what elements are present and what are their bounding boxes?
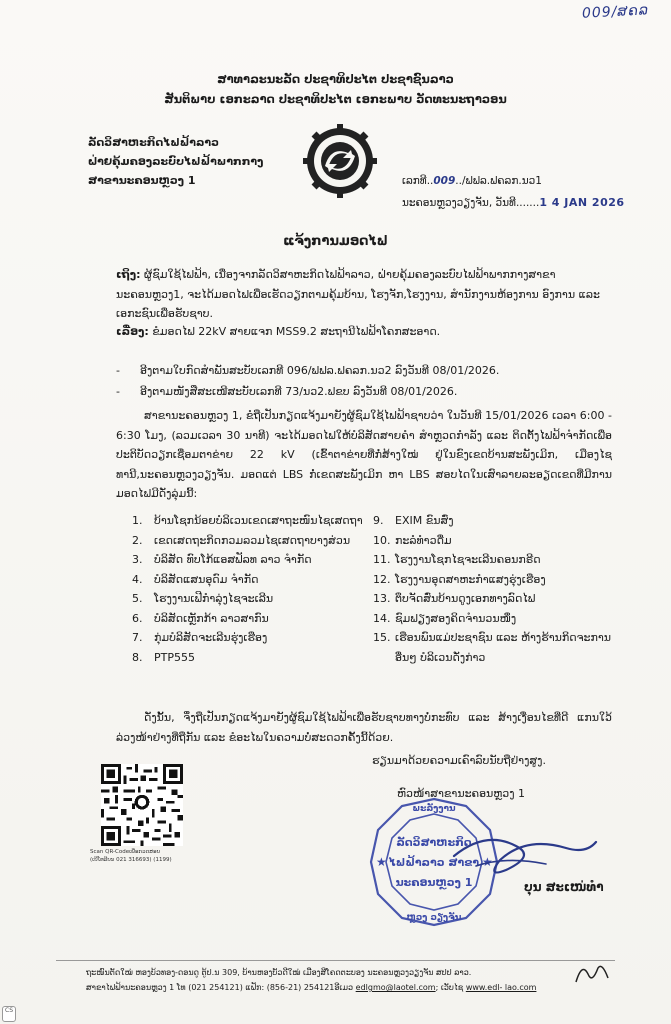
signature-icon (446, 826, 606, 886)
stamp-line3: ນະຄອນຫຼວງ 1 (395, 876, 473, 889)
stamp-top-arc: ພະລັງງານ (412, 804, 456, 814)
footer-divider (56, 960, 615, 961)
number-suffix: /ຟຟລ.ຟຄລກ.ນວ1 (461, 175, 542, 187)
list-item: 14. ຊົມຟຽງສອງຄິດຈຳນວນໜຶ່ງ (373, 611, 517, 625)
org-line3: ສາຂານະຄອນຫຼວງ 1 (88, 174, 196, 187)
list-item: 4. ບໍລິສັດແສນອຸດົມ ຈຳກັດ (132, 572, 259, 586)
stamp-line1: ລັດວິສາຫະກິດ (396, 836, 472, 849)
document-title: ແຈ້ງການມອດໄຟ (283, 234, 388, 249)
footer-address: ຖະໜົນຕັດໃໝ່ ຫອງບ້ວທອງ-ດອນດູ ຕູ້ປ.ນ 309, ບ້ານຫອງບັວດີໃໝ່ ເມືອງສີໂຄດຕະບອງ ນະຄອນຫຼວງວຽງຈັນ ສປປ ລາວ. (86, 968, 472, 977)
organization-block (88, 133, 263, 190)
list-item: 7. ກຸ່ມບໍລິສັດຈະເລີນຮຸ່ງເຮືອງ (132, 631, 268, 644)
affected-areas-right (373, 511, 623, 667)
footer-initials-icon (572, 960, 612, 988)
subject-section (116, 322, 606, 342)
to-text: ຜູ້ຊົມໃຊ້ໄຟຟ້າ, ເນື່ອງຈາກລັດວິສາຫະກິດໄຟຟ້າລາວ, ຝ່າຍຄຸ້ມຄອງລະບົບໄຟຟ້າພາກກາງສາຂານະຄອນຫຼວງ1, ຈະໄດ້ມອດໄຟເພື່ອເຮັດວຽກຕາມຄຸ້ມບ້ານ, ໂຮງຈັກ,ໂຮງງານ, ສຳນັກງານຫ້ອງການ ອົງການ ແລະ ເອກະຊົນເພື່ອຮັບຊາບ. (116, 268, 600, 320)
handwritten-reference: 009/ສຄລ (581, 2, 650, 22)
footer-website-label: ; ເວັບໄຊ (435, 983, 464, 992)
list-item: 3. ບໍລິສັດ ທົບໂກ້ແອສຟັລທ ລາວ ຈຳກັດ (132, 553, 312, 566)
list-item: 12. ໂຮງງານອຸດສາຫະກຳແສງຮຸ່ງເຮືອງ (373, 572, 546, 586)
subject-text: ຂໍມອດໄຟ 22kV ສາຍແຈກ MSS9.2 ສະຖານີໄຟຟ້າໂຄກສະອາດ. (152, 325, 441, 338)
list-item: 13. ຕຶບຈັດສົ່ນບ້ານດູງເອກທາງລົດໄຟ (373, 592, 536, 605)
national-header-line1: ສາທາລະນະລັດ ປະຊາທິປະໄຕ ປະຊາຊົນລາວ (217, 72, 454, 86)
stamp-line2: ໄຟຟ້າລາວ ສາຂາ (388, 856, 480, 869)
signer-name: ບຸນ ສະເໜ່ທຳ (524, 880, 604, 894)
place-prefix: ນະຄອນຫຼວງວຽງຈັນ, ວັນທີ (402, 197, 516, 209)
addressee-section (116, 265, 606, 324)
signer-title: ຫົວໜ້າສາຂານະຄອນຫຼວງ 1 (397, 787, 526, 800)
footer-email-link[interactable]: edlgmo@laotel.com (355, 983, 436, 992)
list-item: 6. ບໍລິສັດເຫຼັກກ້າ ລາວສາກົນ (132, 611, 269, 625)
subject-label: ເລື່ອງ: (116, 325, 149, 338)
references-list (116, 360, 616, 402)
org-line2: ຝ່າຍຄຸ້ມຄອງລະບົບໄຟຟ້າພາກກາງ (88, 155, 264, 168)
reference-item: - ອີງຕາມໃບກົດສຳພັນສະບັບເລກທີ 096/ຟຟລ.ຟຄລກ.ນວ2 ລົງວັນທີ 08/01/2026. (116, 360, 616, 381)
list-item: 2. ເຂດເສດຖະກິດກວມລວມໄຊເສດຖາບາງສ່ວນ (132, 533, 351, 547)
place-date: ນະຄອນຫຼວງວຽງຈັນ, ວັນທີ.......1 4 JAN 2026 (402, 196, 625, 209)
qr-caption-line1: Scan QR-Codeເພື່ອກວດສອບ (90, 849, 161, 855)
list-item: 11. ໂຮງງານໂຊກໄຊຈະເລີນຄອນກຣີດ (373, 553, 541, 566)
number-handwritten: 009 (433, 175, 456, 187)
footer-contact (86, 981, 596, 995)
svg-text:★: ★ (376, 855, 387, 869)
reference-item: - ອີງຕາມໜັງສືສະເໜີສະບັບເລກທີ 73/ນວ2.ຟຂບ ລົງວັນທີ 08/01/2026. (116, 381, 616, 402)
stamp-bottom-arc: ຫຼວງ ວຽງຈັນ (406, 913, 462, 923)
svg-text:★: ★ (482, 855, 493, 869)
reference-block (402, 170, 625, 214)
qr-caption (90, 848, 210, 864)
body-paragraph: ສາຂານະຄອນຫຼວງ 1, ຂໍຖືເປັນກຽດແຈ້ງມາຍັງຜູ້ຊົມໃຊ້ໄຟຟ້າຊາບວ່າ ໃນວັນທີ 15/01/2026 ເວລາ 6:00 - 6:30 ໂມງ, (ລວມເວລາ 30 ນາທີ) ຈະໄດ້ມອດໄຟໃຫ້ບໍລິສັດສາຍຄຳ ສຳຫຼວດກຳລັງ ແລະ ຕິດຕັ້ງໄຟຟ້າຈຳກັດເພື່ອປະຕິບັດວຽກເຊື່ອມຕາຂ່າຍ 22 kV (ເຂົ້າຕາຂ່າຍທີ່ກໍ່ສ້າງໃໝ່ ຢູ່ໃນຂົງເຂດບ້ານສະພັງເມິກ, ເມືອງໄຊທານີ,ນະຄອນຫຼວງວຽງຈັນ. ມອດແຕ່ LBS ກໍ່ເຂດສະພັງເມິກ ຫາ LBS ສອບໄດໃນເສົາລາຍລະອຽດເຂດທີ່ມີການມອດໄຟມີດັ່ງລຸ່ມນີ້: (116, 409, 612, 500)
qr-code-icon[interactable] (101, 764, 183, 846)
to-label: ເຖິງ: (116, 268, 141, 281)
footer-phone: ສາຂາໄຟຟ້ານະຄອນຫຼວງ 1 ໂທ (021 254121) ແຟັກ: (856-21) 254121ອີເມວ (86, 983, 354, 992)
list-item: 5. ໂຮງງານເຟີກຳລຸ່ງໄຊຈະເລີນ (132, 592, 274, 605)
list-item: 9. EXIM ຂົນສົ່ງ (373, 514, 454, 527)
regards-line: ຮຽນມາດ້ວຍຄວາມເຄົາລົບນັບຖືຢ່າງສູງ. (372, 754, 546, 767)
scanner-badge-icon: CS (2, 1006, 16, 1022)
list-item: 8. PTP555 (132, 650, 195, 664)
footer-website-link[interactable]: www.edl- lao.com (465, 983, 537, 992)
affected-areas-left (132, 511, 392, 667)
document-number: ເລກທີ..009../ຟຟລ.ຟຄລກ.ນວ1 (402, 175, 542, 187)
national-header-line2: ສັນຕິພາບ ເອກະລາດ ປະຊາທິປະໄຕ ເອກະພາບ ວັດທະນະຖາວອນ (164, 92, 507, 106)
list-item: 10. ກະລໍທຳວດື່ມ (373, 533, 452, 547)
date-stamp: 1 4 JAN 2026 (539, 196, 625, 209)
list-item: 1. ບ້ານໂຊກນ້ອຍບໍລິເວນເຂດເສາຖະໜົນໄຊເສດຖາ (132, 514, 363, 527)
list-item: 15. ເຮືອນພົນແມ່ປະຊາຊົນ ແລະ ຫ້າງຮ້ານກິດຈະການອື່ນໆ ບໍລິເວນດັ່ງກ່າວ (373, 631, 612, 664)
edl-logo-icon (303, 124, 377, 198)
org-line1: ລັດວິສາຫະກິດໄຟຟ້າລາວ (88, 136, 219, 149)
closing-paragraph: ດັ່ງນັ້ນ, ຈຶ່ງຖືເປັນກຽດແຈ້ງມາຍັງຜູ້ຊົມໃຊ້ໄຟຟ້າເພື່ອຮັບຊາບທາງບໍ່ກະທົບ ແລະ ສ້າງເງື່ອນໄຂທີ່ດີ ແກນໃວ້ລ່ວງໜ້າຢ່າງທີ່ຖືກັນ ແລະ ຂໍອະໄພໃນຄວາມບໍ່ສະດວກຄັ້ງນີ້ດ້ວຍ. (116, 711, 612, 744)
number-prefix: ເລກທີ (402, 175, 427, 187)
qr-caption-line2: (ເບີໂທລີບນ 021 316693) (1199) (90, 857, 172, 863)
